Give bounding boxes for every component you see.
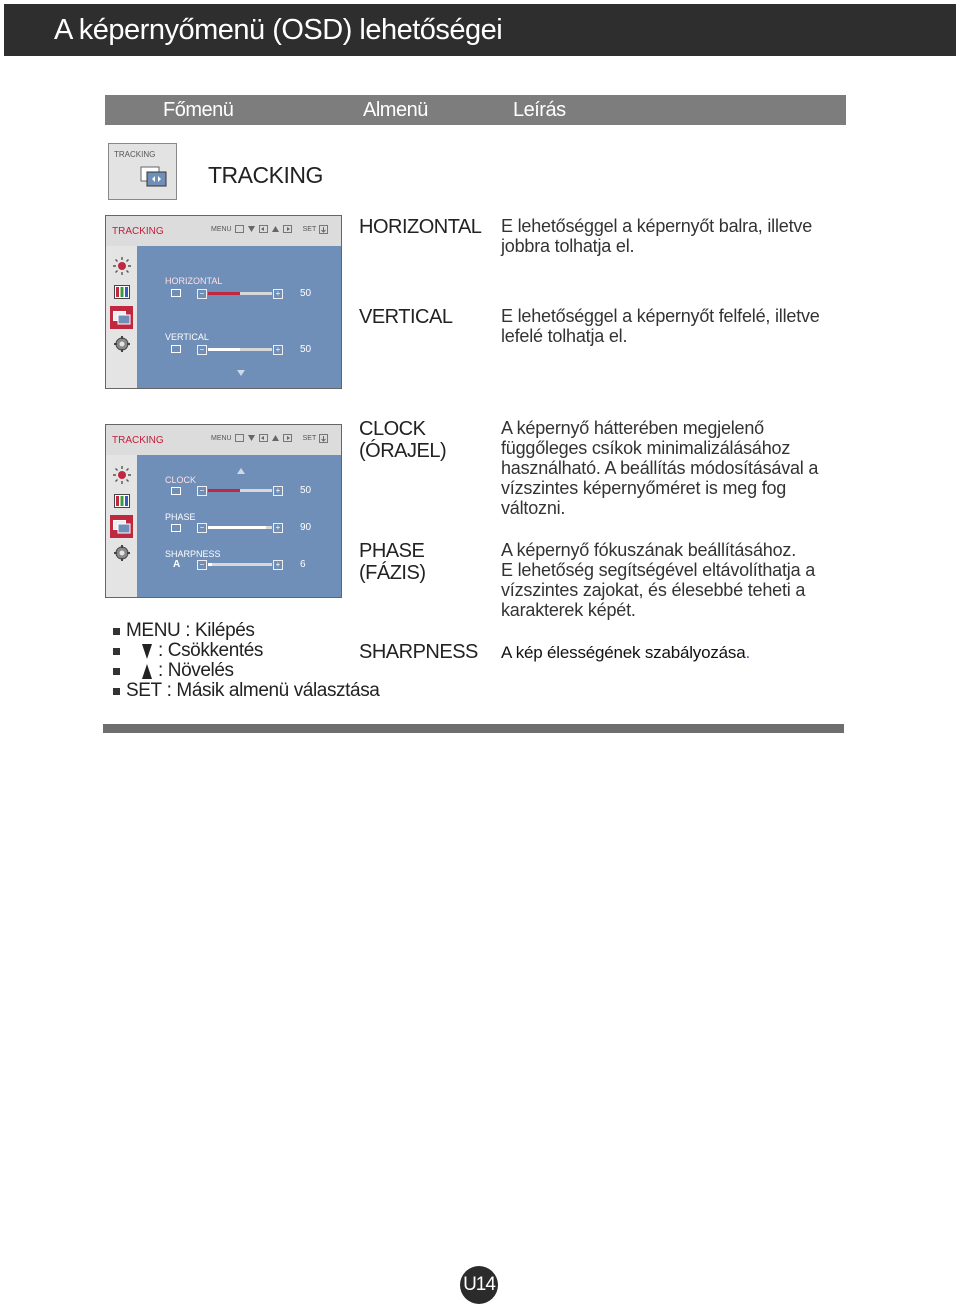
osd-menu-column xyxy=(106,246,137,388)
header-submenu: Almenü xyxy=(363,99,428,121)
set-key-icon xyxy=(319,225,328,234)
right-key-icon xyxy=(283,434,292,442)
bullet-icon xyxy=(113,628,120,635)
description-line: E lehetőség segítségével eltávolíthatja a xyxy=(501,560,816,580)
description-horizontal xyxy=(501,216,812,256)
submenu-clock-line1: CLOCK xyxy=(359,418,426,440)
submenu-clock xyxy=(359,418,446,462)
phase-slider[interactable] xyxy=(197,523,283,533)
phase-small-icon xyxy=(171,524,181,532)
clock-value: 50 xyxy=(300,485,312,496)
description-line: függőleges csíkok minimalizálásához xyxy=(501,438,791,458)
brightness-icon xyxy=(110,254,133,277)
minus-icon: − xyxy=(197,486,207,496)
header-description: Leírás xyxy=(513,99,566,121)
submenu-phase-line2: (FÁZIS) xyxy=(359,562,426,584)
description-line: A képernyő hátterében megjelenő xyxy=(501,418,764,438)
left-key-icon xyxy=(259,434,268,442)
tracking-icon xyxy=(110,306,133,329)
title-bar xyxy=(4,4,956,56)
bullet-icon xyxy=(113,648,120,655)
menu-key-label: MENU xyxy=(211,225,232,233)
legend-text: : Csökkentés xyxy=(158,640,264,661)
left-key-icon xyxy=(259,225,268,233)
legend-key: SET xyxy=(126,680,162,701)
menu-key-icon xyxy=(235,434,244,442)
osd-vertical-label: VERTICAL xyxy=(165,332,209,342)
page-number: U14 xyxy=(460,1266,498,1304)
osd-menu-column xyxy=(106,455,137,597)
legend-decrease xyxy=(113,640,263,662)
description-clock xyxy=(501,418,818,518)
main-menu-thumbnail xyxy=(108,143,177,200)
bullet-icon xyxy=(113,668,120,675)
osd-sharpness-label: SHARPNESS xyxy=(165,549,221,559)
brightness-icon xyxy=(110,463,133,486)
set-key-icon xyxy=(319,434,328,443)
description-line: jobbra tolhatja el. xyxy=(501,236,635,256)
clock-small-icon xyxy=(171,487,181,495)
submenu-clock-line2: (ÓRAJEL) xyxy=(359,440,447,462)
osd-screen-tracking-2 xyxy=(105,424,342,598)
submenu-horizontal: HORIZONTAL xyxy=(359,216,482,238)
legend-text: : Kilépés xyxy=(185,620,255,641)
minus-icon: − xyxy=(197,345,207,355)
plus-icon: + xyxy=(273,560,283,570)
clock-slider[interactable] xyxy=(197,486,283,496)
minus-icon: − xyxy=(197,289,207,299)
description-line: vízszintes zajokat, és élesebbé teheti a xyxy=(501,580,806,600)
header-main-menu: Főmenü xyxy=(163,99,234,121)
down-key-icon xyxy=(247,434,256,442)
osd-phase-label: PHASE xyxy=(165,512,196,522)
description-line: E lehetőséggel a képernyőt felfelé, illetve xyxy=(501,306,820,326)
phase-value: 90 xyxy=(300,522,312,533)
osd-sub-panel xyxy=(137,455,341,597)
osd-horizontal-label: HORIZONTAL xyxy=(165,276,223,286)
tracking-icon xyxy=(140,166,168,188)
vertical-small-icon xyxy=(171,345,181,353)
osd-key-strip xyxy=(211,222,328,236)
horizontal-value: 50 xyxy=(300,288,312,299)
menu-key-label: MENU xyxy=(211,434,232,442)
description-line: E lehetőséggel a képernyőt balra, illetve xyxy=(501,216,813,236)
legend-key: MENU xyxy=(126,620,181,641)
thumbnail-label: TRACKING xyxy=(114,150,156,159)
setup-icon xyxy=(110,541,133,564)
sharpness-value: 6 xyxy=(300,559,306,570)
menu-key-icon xyxy=(235,225,244,233)
description-line: használható. A beállítás módosításával a xyxy=(501,458,819,478)
scroll-down-icon xyxy=(237,370,245,376)
bottom-divider xyxy=(103,724,844,733)
description-line: A képernyő fókuszának beállításához. xyxy=(501,540,796,560)
osd-sub-panel xyxy=(137,246,341,388)
tracking-icon xyxy=(110,515,133,538)
submenu-sharpness: SHARPNESS xyxy=(359,641,478,663)
bullet-icon xyxy=(113,688,120,695)
description-line: lefelé tolhatja el. xyxy=(501,326,628,346)
horizontal-small-icon xyxy=(171,289,181,297)
legend-text: : Másik almenü választása xyxy=(166,680,380,701)
description-line: vízszintes képernyőméret is meg fog xyxy=(501,478,787,498)
description-phase xyxy=(501,540,815,620)
table-header xyxy=(105,95,846,125)
description-period: . xyxy=(745,643,750,662)
description-vertical xyxy=(501,306,820,346)
color-icon xyxy=(110,280,133,303)
color-icon xyxy=(110,489,133,512)
set-key-label: SET xyxy=(302,225,317,233)
legend-increase xyxy=(113,660,234,682)
legend-set xyxy=(113,680,379,702)
plus-icon: + xyxy=(273,486,283,496)
description-line: változni. xyxy=(501,498,566,518)
plus-icon: + xyxy=(273,523,283,533)
submenu-phase-line1: PHASE xyxy=(359,540,425,562)
sharpness-small-icon: A xyxy=(173,559,181,570)
up-key-icon xyxy=(271,434,280,442)
down-key-icon xyxy=(247,225,256,233)
main-menu-name: TRACKING xyxy=(208,162,323,188)
submenu-vertical: VERTICAL xyxy=(359,306,453,328)
description-line: A kép élességének szabályozása xyxy=(501,643,746,662)
page-title: A képernyőmenü (OSD) lehetőségei xyxy=(54,14,503,46)
minus-icon: − xyxy=(197,523,207,533)
osd-title: TRACKING xyxy=(112,435,164,446)
up-key-icon xyxy=(271,225,280,233)
legend-text: : Növelés xyxy=(158,660,234,681)
plus-icon: + xyxy=(273,345,283,355)
vertical-value: 50 xyxy=(300,344,312,355)
submenu-phase xyxy=(359,540,426,584)
osd-title: TRACKING xyxy=(112,226,164,237)
horizontal-slider[interactable] xyxy=(197,289,283,299)
description-line: karakterek képét. xyxy=(501,600,636,620)
down-arrow-icon xyxy=(142,644,152,659)
osd-screen-tracking-1 xyxy=(105,215,342,389)
right-key-icon xyxy=(283,225,292,233)
plus-icon: + xyxy=(273,289,283,299)
minus-icon: − xyxy=(197,560,207,570)
legend-menu xyxy=(113,620,255,642)
setup-icon xyxy=(110,332,133,355)
description-sharpness xyxy=(501,643,750,663)
sharpness-slider[interactable] xyxy=(197,560,283,570)
up-arrow-icon xyxy=(142,664,152,679)
vertical-slider[interactable] xyxy=(197,345,283,355)
osd-clock-label: CLOCK xyxy=(165,475,197,485)
osd-key-strip xyxy=(211,431,328,445)
scroll-up-icon xyxy=(237,468,245,474)
set-key-label: SET xyxy=(302,434,317,442)
